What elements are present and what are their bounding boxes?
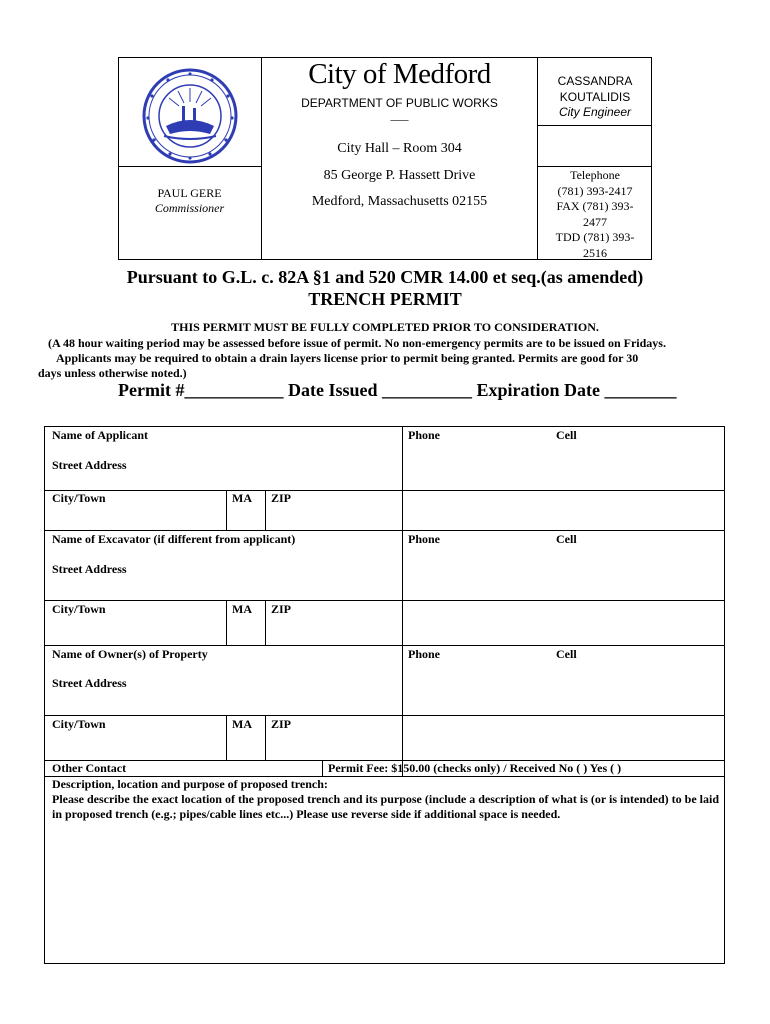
row-divider: [44, 715, 725, 716]
engineer-name-2: KOUTALIDIS: [559, 90, 631, 104]
applicant-state-label: MA: [232, 491, 252, 505]
owner-cell-field[interactable]: Cell: [556, 647, 577, 661]
column-divider: [265, 600, 266, 645]
engineer-title: City Engineer: [558, 105, 632, 119]
applicant-name-field[interactable]: Name of Applicant: [52, 428, 148, 442]
applicant-zip-field[interactable]: ZIP: [271, 491, 292, 505]
row-divider: [44, 490, 725, 491]
column-divider: [322, 760, 323, 776]
permit-fee-received-checkboxes[interactable]: Permit Fee: $150.00 (checks only) / Received No ( ) Yes ( ): [328, 761, 622, 775]
permit-number-date-line[interactable]: Permit #___________ Date Issued __________ Expiration Date ________: [118, 380, 677, 400]
city-title: City of Medford: [308, 58, 491, 90]
address-line-3: Medford, Massachusetts 02155: [311, 194, 488, 209]
commissioner-name: PAUL GERE: [157, 186, 222, 200]
separator-dash: ___: [390, 108, 409, 122]
excavator-cell-field[interactable]: Cell: [556, 532, 577, 546]
statute-title: Pursuant to G.L. c. 82A §1 and 520 CMR 14.00 et seq.(as amended): [126, 267, 644, 287]
form-title: TRENCH PERMIT: [308, 289, 462, 309]
commissioner-title: Commissioner: [154, 201, 225, 215]
owner-phone-field[interactable]: Phone: [408, 647, 441, 661]
fax-number-1: FAX (781) 393-: [556, 199, 634, 213]
row-divider: [44, 645, 725, 646]
applicant-cell-field[interactable]: Cell: [556, 428, 577, 442]
owner-street-field[interactable]: Street Address: [52, 676, 127, 690]
owner-name-field[interactable]: Name of Owner(s) of Property: [52, 647, 208, 661]
description-field[interactable]: Please describe the exact location of the proposed trench and its purpose (include a description of what is (or is intended) to be laid in proposed trench (e.g.; pipes/cable lines etc...) Please use reverse side if additional space is needed.: [52, 792, 719, 821]
excavator-state-label: MA: [232, 602, 252, 616]
owner-state-label: MA: [232, 717, 252, 731]
notice-line-4: days unless otherwise noted.): [38, 366, 187, 380]
notice-line-3: Applicants may be required to obtain a drain layers license prior to permit being granted. Permits are good for 30: [56, 351, 639, 365]
excavator-zip-field[interactable]: ZIP: [271, 602, 292, 616]
column-divider: [226, 600, 227, 645]
owner-city-field[interactable]: City/Town: [52, 717, 106, 731]
applicant-street-field[interactable]: Street Address: [52, 458, 127, 472]
divider: [537, 166, 652, 167]
notice-line-2: (A 48 hour waiting period may be assessed before issue of permit. No non-emergency permits are to be issued on Fridays.: [48, 336, 666, 350]
excavator-street-field[interactable]: Street Address: [52, 562, 127, 576]
excavator-phone-field[interactable]: Phone: [408, 532, 441, 546]
address-line-2: 85 George P. Hassett Drive: [323, 168, 476, 183]
row-divider: [44, 530, 725, 531]
fax-number-2: 2477: [583, 214, 607, 229]
column-divider: [226, 715, 227, 760]
telephone-label: Telephone: [570, 168, 620, 182]
application-form: [44, 426, 725, 964]
telephone-number: (781) 393-2417: [557, 183, 633, 198]
notice-line-1: THIS PERMIT MUST BE FULLY COMPLETED PRIOR TO CONSIDERATION.: [171, 320, 599, 334]
column-divider: [402, 426, 403, 776]
tdd-number-2: 2516: [583, 245, 607, 260]
owner-zip-field[interactable]: ZIP: [271, 717, 292, 731]
applicant-city-field[interactable]: City/Town: [52, 491, 106, 505]
department-name: DEPARTMENT OF PUBLIC WORKS: [301, 96, 498, 110]
divider: [537, 125, 652, 126]
address-line-1: City Hall – Room 304: [337, 141, 462, 156]
description-label: Description, location and purpose of proposed trench:: [52, 777, 328, 791]
tdd-number-1: TDD (781) 393-: [555, 230, 635, 244]
engineer-name-1: CASSANDRA: [557, 74, 633, 88]
column-divider: [226, 490, 227, 530]
excavator-name-field[interactable]: Name of Excavator (if different from applicant): [52, 532, 296, 546]
excavator-city-field[interactable]: City/Town: [52, 602, 106, 616]
column-divider: [265, 715, 266, 760]
contact-numbers: [538, 168, 652, 261]
city-seal-logo: [138, 68, 242, 169]
column-divider: [265, 490, 266, 530]
applicant-phone-field[interactable]: Phone: [408, 428, 441, 442]
other-contact-field[interactable]: Other Contact: [52, 761, 127, 775]
row-divider: [44, 600, 725, 601]
